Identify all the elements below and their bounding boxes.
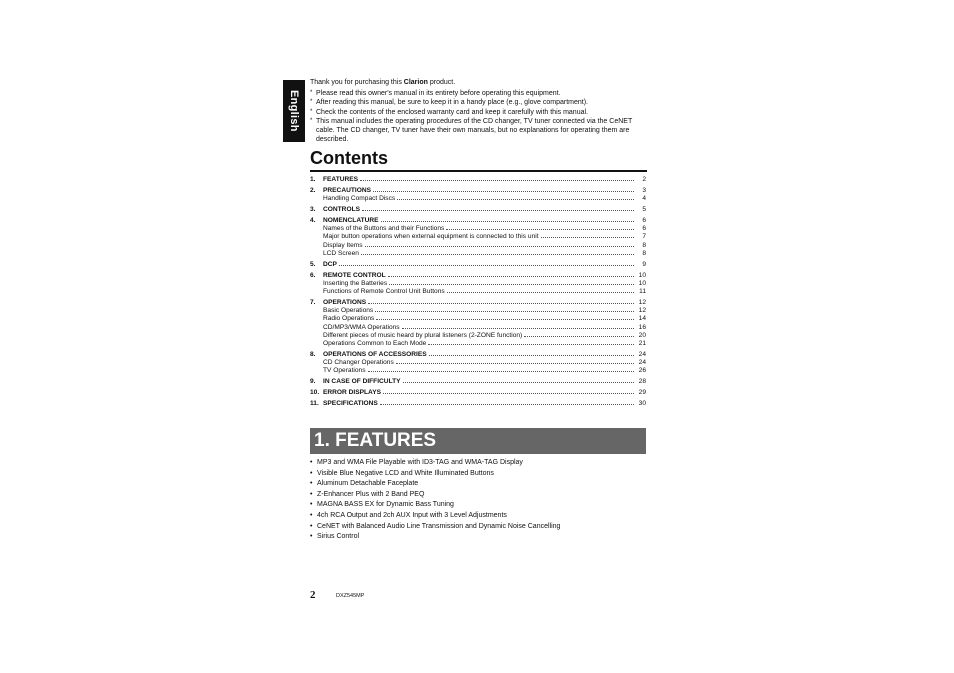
toc-section xyxy=(310,400,646,408)
toc-title: IN CASE OF DIFFICULTY xyxy=(323,378,401,386)
toc-subentry[interactable] xyxy=(310,242,646,250)
features-list xyxy=(310,458,646,543)
toc-subtitle: Inserting the Batteries xyxy=(323,279,388,287)
toc-leader xyxy=(361,253,634,255)
toc-subtitle: Major button operations when external equipment is connected to this unit xyxy=(323,233,539,241)
toc-leader xyxy=(389,283,634,285)
table-of-contents xyxy=(310,173,646,408)
contents-rule xyxy=(310,170,647,172)
toc-leader xyxy=(373,190,634,192)
model-number: DXZ545MP xyxy=(336,593,365,599)
toc-leader xyxy=(541,236,634,238)
toc-number: 3. xyxy=(310,205,316,213)
toc-leader xyxy=(376,318,634,320)
toc-title: PRECAUTIONS xyxy=(323,186,371,194)
toc-page: 10 xyxy=(638,271,646,279)
toc-leader xyxy=(402,327,634,329)
toc-page: 8 xyxy=(642,249,646,257)
toc-number: 4. xyxy=(310,216,316,224)
toc-subentry[interactable] xyxy=(310,288,646,296)
toc-entry[interactable] xyxy=(310,272,646,280)
intro-note: * Please read this owner's manual in its entirety before operating this equipment. xyxy=(310,89,650,98)
toc-page: 6 xyxy=(642,225,646,233)
toc-leader xyxy=(360,179,634,181)
toc-number: 10. xyxy=(310,389,320,397)
toc-subtitle: Names of the Buttons and their Functions xyxy=(323,225,445,233)
toc-leader xyxy=(397,198,634,200)
feature-item: • MAGNA BASS EX for Dynamic Bass Tuning xyxy=(310,500,646,511)
toc-entry[interactable] xyxy=(310,400,646,408)
language-tab: English xyxy=(283,80,305,142)
toc-leader xyxy=(446,228,634,230)
toc-leader xyxy=(365,245,634,247)
toc-subentry[interactable] xyxy=(310,307,646,315)
toc-number: 1. xyxy=(310,175,316,183)
toc-entry[interactable] xyxy=(310,187,646,195)
toc-section xyxy=(310,389,646,397)
toc-subtitle: CD/MP3/WMA Operations xyxy=(323,323,400,331)
toc-subentry[interactable] xyxy=(310,332,646,340)
toc-section xyxy=(310,272,646,297)
toc-number: 9. xyxy=(310,378,316,386)
toc-page: 16 xyxy=(638,323,646,331)
toc-subentry[interactable] xyxy=(310,367,646,375)
toc-page: 8 xyxy=(642,241,646,249)
toc-entry[interactable] xyxy=(310,261,646,269)
toc-page: 20 xyxy=(638,331,646,339)
toc-title: OPERATIONS xyxy=(323,299,367,307)
toc-leader xyxy=(381,220,634,222)
toc-entry[interactable] xyxy=(310,389,646,397)
toc-number: 7. xyxy=(310,299,316,307)
toc-subtitle: Basic Operations xyxy=(323,307,374,315)
features-heading: 1. FEATURES xyxy=(310,428,646,454)
toc-leader xyxy=(368,370,634,372)
toc-page: 2 xyxy=(642,175,646,183)
toc-title: OPERATIONS OF ACCESSORIES xyxy=(323,350,427,358)
intro-note: * Check the contents of the enclosed warranty card and keep it carefully with this manual. xyxy=(310,108,650,117)
toc-page: 4 xyxy=(642,194,646,202)
thanks-line xyxy=(310,78,650,87)
toc-section xyxy=(310,187,646,203)
toc-leader xyxy=(396,362,634,364)
toc-subtitle: Different pieces of music heard by plural listeners (2-ZONE function) xyxy=(323,331,523,339)
feature-item: • 4ch RCA Output and 2ch AUX Input with 3 Level Adjustments xyxy=(310,511,646,522)
toc-entry[interactable] xyxy=(310,206,646,214)
intro-notes xyxy=(310,89,650,144)
toc-subtitle: Handling Compact Discs xyxy=(323,194,396,202)
toc-subentry[interactable] xyxy=(310,195,646,203)
toc-leader xyxy=(383,392,634,394)
feature-item: • MP3 and WMA File Playable with ID3-TAG and WMA-TAG Display xyxy=(310,458,646,469)
toc-leader xyxy=(339,264,634,266)
toc-title: NOMENCLATURE xyxy=(323,216,379,224)
toc-page: 12 xyxy=(638,299,646,307)
brand-name: Clarion xyxy=(403,79,428,86)
toc-page: 6 xyxy=(642,216,646,224)
toc-title: CONTROLS xyxy=(323,205,360,213)
toc-subtitle: CD Changer Operations xyxy=(323,359,394,367)
toc-section xyxy=(310,378,646,386)
toc-leader xyxy=(524,335,634,337)
feature-item: • Sirius Control xyxy=(310,532,646,543)
intro-note: * This manual includes the operating procedures of the CD changer, TV tuner connected via the CeNET cable. The CD changer, TV tuner have their own manuals, but no explanations for operating them are described. xyxy=(310,117,650,145)
toc-page: 9 xyxy=(642,260,646,268)
thanks-text-end: product. xyxy=(427,79,456,86)
toc-section xyxy=(310,299,646,348)
toc-page: 14 xyxy=(638,315,646,323)
toc-leader xyxy=(403,381,634,383)
toc-leader xyxy=(428,343,634,345)
toc-page: 29 xyxy=(638,389,646,397)
toc-leader xyxy=(447,291,634,293)
toc-leader xyxy=(388,275,634,277)
toc-page: 24 xyxy=(638,359,646,367)
toc-subentry[interactable] xyxy=(310,233,646,241)
toc-subentry[interactable] xyxy=(310,324,646,332)
toc-number: 11. xyxy=(310,400,319,408)
toc-number: 6. xyxy=(310,271,316,279)
toc-subtitle: Operations Common to Each Mode xyxy=(323,339,427,347)
toc-leader xyxy=(380,403,634,405)
feature-item: • CeNET with Balanced Audio Line Transmission and Dynamic Noise Cancelling xyxy=(310,522,646,533)
toc-subtitle: Display Items xyxy=(323,241,363,249)
toc-page: 10 xyxy=(638,279,646,287)
toc-entry[interactable] xyxy=(310,176,646,184)
contents-heading: Contents xyxy=(310,148,388,168)
toc-title: SPECIFICATIONS xyxy=(323,400,378,408)
toc-subentry[interactable] xyxy=(310,280,646,288)
feature-item: • Visible Blue Negative LCD and White Illuminated Buttons xyxy=(310,469,646,480)
toc-page: 26 xyxy=(638,367,646,375)
intro-section xyxy=(310,78,650,144)
intro-note: * After reading this manual, be sure to keep it in a handy place (e.g., glove compartment). xyxy=(310,98,650,107)
toc-subtitle: Radio Operations xyxy=(323,315,375,323)
toc-page: 7 xyxy=(642,233,646,241)
toc-page: 24 xyxy=(638,350,646,358)
thanks-text: Thank you for purchasing this xyxy=(310,79,404,86)
toc-entry[interactable] xyxy=(310,299,646,307)
toc-subentry[interactable] xyxy=(310,225,646,233)
feature-item: • Z-Enhancer Plus with 2 Band PEQ xyxy=(310,490,646,501)
toc-subentry[interactable] xyxy=(310,340,646,348)
toc-subentry[interactable] xyxy=(310,315,646,323)
toc-title: ERROR DISPLAYS xyxy=(323,389,382,397)
toc-leader xyxy=(368,302,634,304)
toc-leader xyxy=(375,310,634,312)
toc-subentry[interactable] xyxy=(310,250,646,258)
toc-section xyxy=(310,217,646,258)
toc-entry[interactable] xyxy=(310,351,646,359)
toc-page: 28 xyxy=(638,378,646,386)
toc-title: REMOTE CONTROL xyxy=(323,271,386,279)
toc-subtitle: LCD Screen xyxy=(323,249,359,257)
toc-page: 21 xyxy=(638,339,646,347)
toc-page: 11 xyxy=(639,288,646,296)
toc-leader xyxy=(429,354,634,356)
page-number: 2 xyxy=(310,589,316,601)
toc-title: FEATURES xyxy=(323,175,359,183)
toc-section xyxy=(310,351,646,376)
feature-item: • Aluminum Detachable Faceplate xyxy=(310,479,646,490)
toc-page: 3 xyxy=(642,186,646,194)
toc-subtitle: Functions of Remote Control Unit Buttons xyxy=(323,288,445,296)
toc-subtitle: TV Operations xyxy=(323,367,366,375)
toc-leader xyxy=(362,209,634,211)
toc-section xyxy=(310,176,646,184)
toc-page: 12 xyxy=(638,307,646,315)
toc-number: 5. xyxy=(310,260,316,268)
toc-number: 2. xyxy=(310,186,316,194)
toc-subentry[interactable] xyxy=(310,359,646,367)
toc-page: 5 xyxy=(642,205,646,213)
toc-entry[interactable] xyxy=(310,217,646,225)
toc-page: 30 xyxy=(638,400,646,408)
toc-section xyxy=(310,206,646,214)
toc-section xyxy=(310,261,646,269)
toc-number: 8. xyxy=(310,350,316,358)
toc-entry[interactable] xyxy=(310,378,646,386)
toc-title: DCP xyxy=(323,260,337,268)
